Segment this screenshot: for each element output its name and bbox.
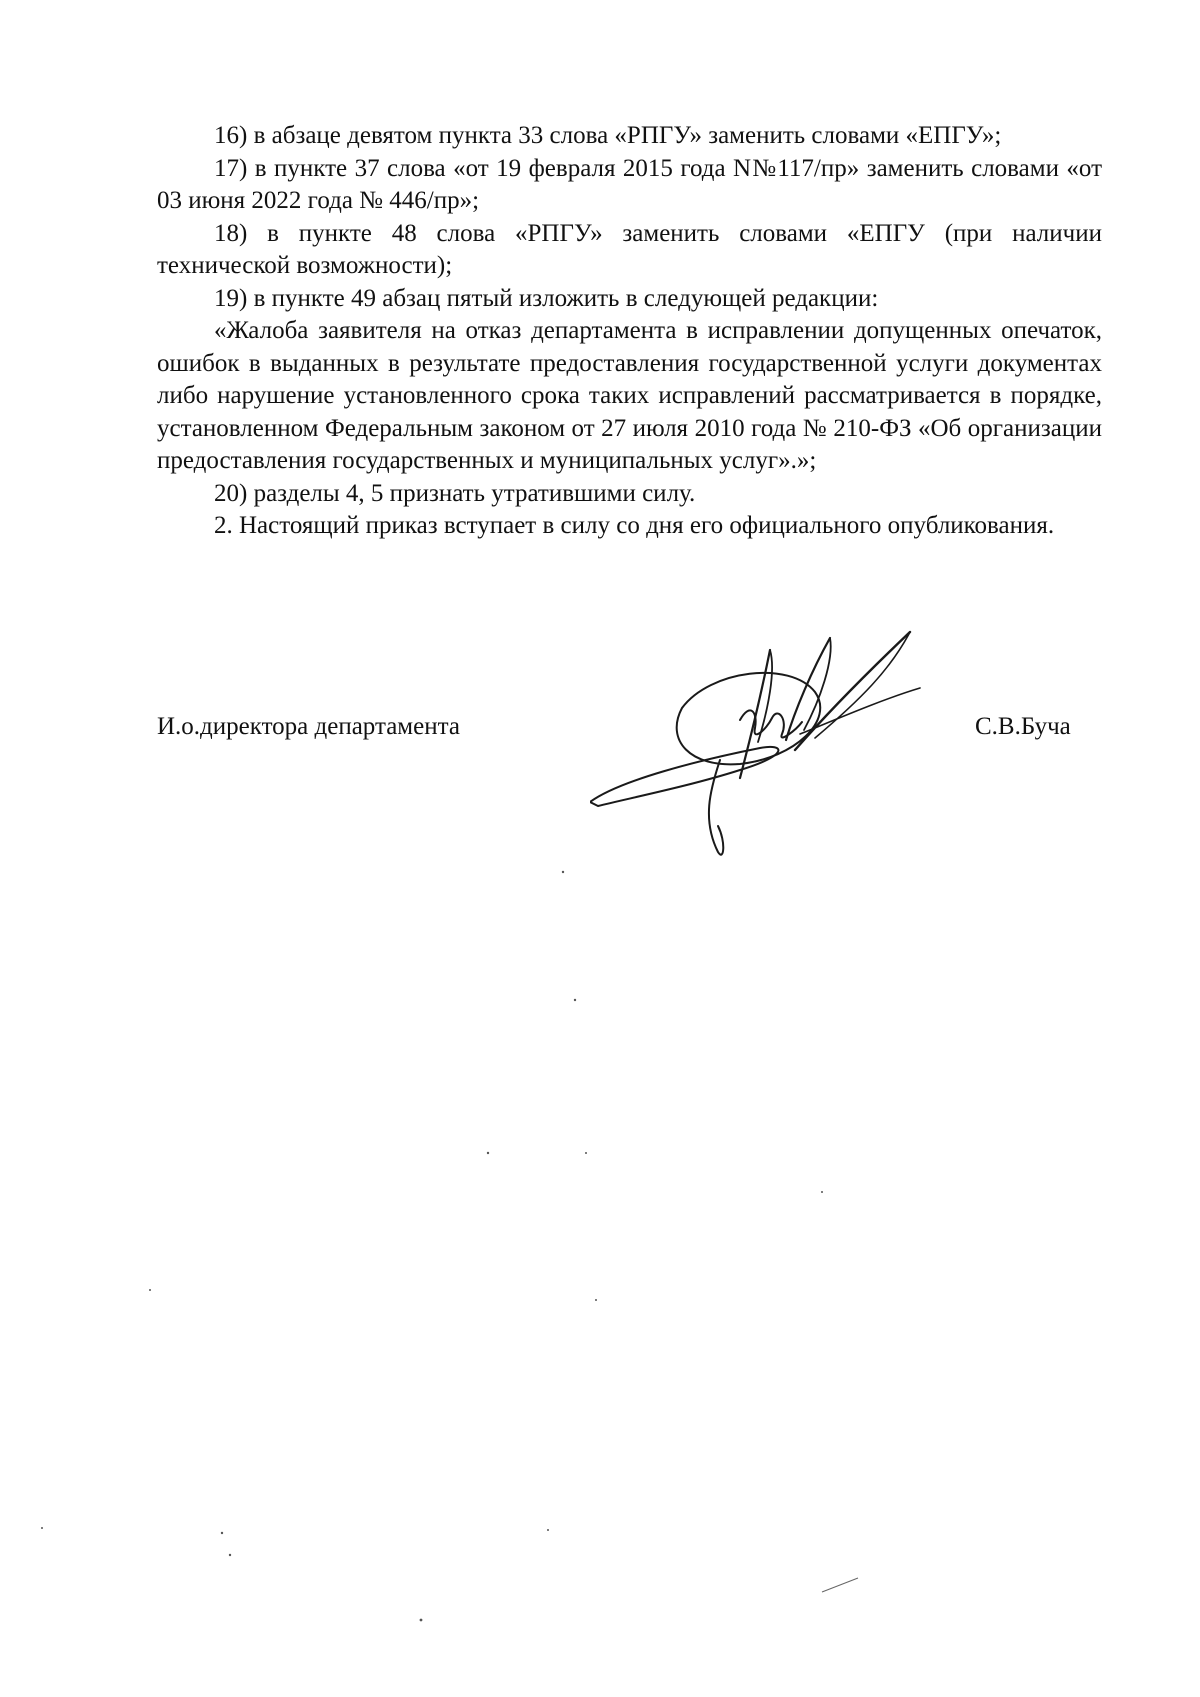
- document-body: [157, 120, 1102, 543]
- paragraph-item-20: 20) разделы 4, 5 признать утратившими силу.: [214, 479, 696, 507]
- handwritten-signature: [590, 630, 1010, 870]
- signer-position-title: И.о.директора департамента: [157, 713, 460, 740]
- paragraph-item-19: 19) в пункте 49 абзац пятый изложить в следующей редакции:: [214, 284, 879, 312]
- paragraph-item-18: 18) в пункте 48 слова «РПГУ» заменить словами «ЕПГУ (при наличии технической возможности);: [157, 219, 1102, 279]
- quoted-amendment-text: «Жалоба заявителя на отказ департамента в исправлении допущенных опечаток, ошибок в выданных в результате предоставления государственной услуги документах либо нарушение установленного срока таких исправлений рассматривается в порядке, установленном Федеральным законом от 27 июля 2010 года № 210-ФЗ «Об организации предоставления государственных и муниципальных услуг».»;: [157, 317, 1102, 474]
- effective-date-clause: 2. Настоящий приказ вступает в силу со дня его официального опубликования.: [214, 512, 1055, 539]
- paragraph-item-16: 16) в абзаце девятом пункта 33 слова «РПГУ» заменить словами «ЕПГУ»;: [214, 122, 1002, 149]
- signer-name: С.В.Буча: [975, 713, 1071, 740]
- paragraph-item-17: 17) в пункте 37 слова «от 19 февраля 2015 года N№117/пр» заменить словами «от 03 июня 2022 года № 446/пр»;: [157, 154, 1102, 214]
